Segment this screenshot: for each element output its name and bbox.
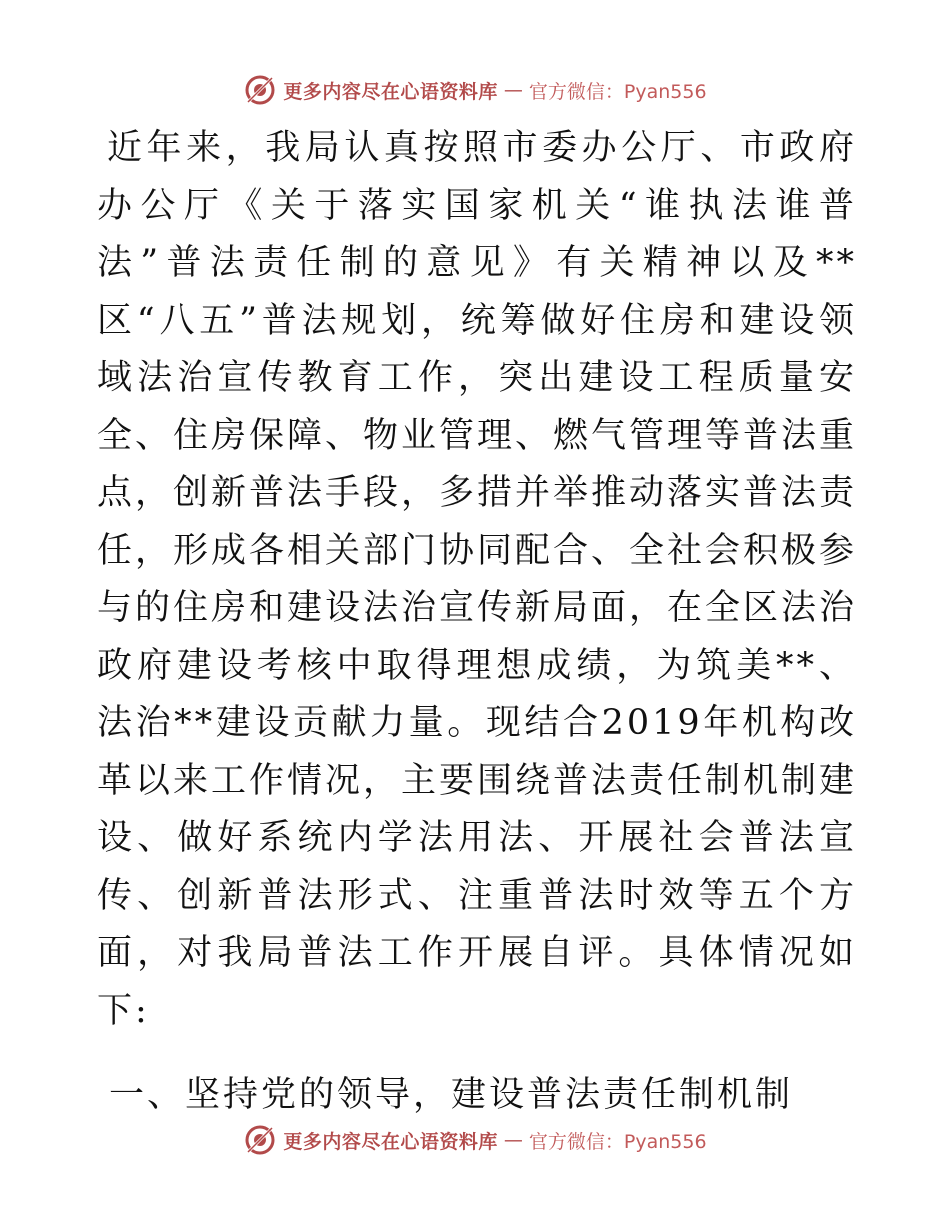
footer-separator: — [503,1129,523,1151]
section-heading: 一、坚持党的领导，建设普法责任制机制 [109,1075,794,1115]
brand-logo-icon [243,1123,277,1157]
intro-paragraph: 近年来，我局认真按照市委办公厅、市政府办公厅《关于落实国家机关“谁执法谁普法”普法责任制的意见》有关精神以及**区“八五”普法规划，统筹做好住房和建设领域法治宣传教育工作，突出建设工程质量安全、住房保障、物业管理、燃气管理等普法重点，创新普法手段，多措并举推动落实普法责任，形成各相关部门协同配合、全社会积极参与的住房和建设法治宣传新局面，在全区法治政府建设考核中取得理想成绩，为筑美**、法治**建设贡献力量。现结合2019年机构改革以来工作情况，主要围绕普法责任制机制建设、做好系统内学法用法、开展社会普法宣传、创新普法形式、注重普法时效等五个方面，对我局普法工作开展自评。具体情况如下: [97,128,858,1031]
header-wechat-text: 官方微信：Pyan556 [528,80,707,103]
document-body [97,120,857,1125]
header-watermark-banner [0,72,950,108]
brand-logo-icon [243,73,277,107]
footer-watermark-banner [0,1122,950,1158]
footer-wechat-text: 官方微信：Pyan556 [528,1130,707,1153]
header-separator: — [503,79,523,101]
header-brand-text: 更多内容尽在心语资料库 [283,80,498,103]
footer-brand-text: 更多内容尽在心语资料库 [283,1130,498,1153]
